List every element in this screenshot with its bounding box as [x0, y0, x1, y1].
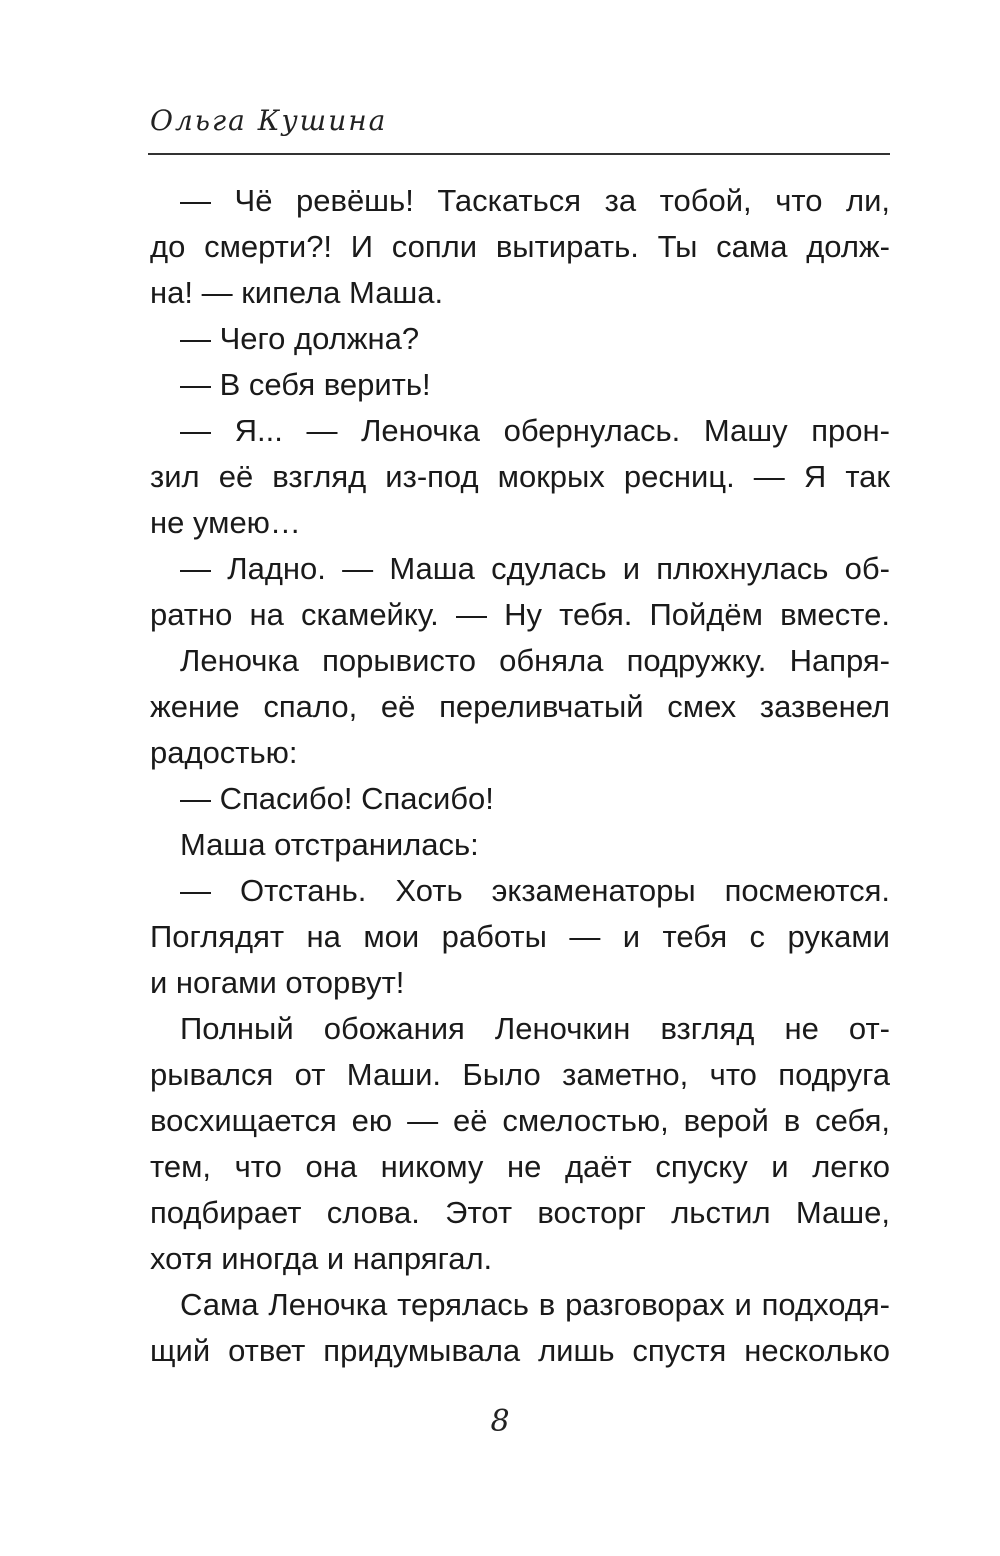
- text-line: жение спало, её переливчатый смех зазвенел: [150, 689, 890, 724]
- text-line: — Чё ревёшь! Таскаться за тобой, что ли,: [180, 183, 890, 218]
- text-line: ратно на скамейку. — Ну тебя. Пойдём вместе.: [150, 597, 890, 632]
- text-line: Поглядят на мои работы — и тебя с руками: [150, 919, 890, 954]
- text-line: зил её взгляд из-под мокрых ресниц. — Я так: [150, 459, 890, 494]
- text-line: — Чего должна?: [180, 321, 420, 356]
- text-line: Полный обожания Леночкин взгляд не от-: [180, 1011, 890, 1046]
- text-line: восхищается ею — её смелостью, верой в себя,: [150, 1103, 890, 1138]
- text-line: Леночка порывисто обняла подружку. Напря-: [180, 643, 890, 678]
- text-line: — Спасибо! Спасибо!: [180, 781, 494, 816]
- page-body: [150, 178, 890, 1374]
- text-line: Сама Леночка терялась в разговорах и подходя-: [180, 1287, 890, 1322]
- text-line: тем, что она никому не даёт спуску и легко: [150, 1149, 890, 1184]
- text-line: — В себя верить!: [180, 367, 431, 402]
- text-line: на! — кипела Маша.: [150, 275, 444, 310]
- text-line: Маша отстранилась:: [180, 827, 479, 862]
- text-line: рывался от Маши. Было заметно, что подруга: [150, 1057, 890, 1092]
- text-line: — Я... — Леночка обернулась. Машу прон-: [180, 413, 890, 448]
- text-line: и ногами оторвут!: [150, 965, 405, 1000]
- text-line: до смерти?! И сопли вытирать. Ты сама долж-: [150, 229, 890, 264]
- header-rule: [148, 153, 890, 155]
- text-line: не умею…: [150, 505, 301, 540]
- text-line: — Отстань. Хоть экзаменаторы посмеются.: [180, 873, 890, 908]
- text-line: хотя иногда и напрягал.: [150, 1241, 493, 1276]
- text-line: щий ответ придумывала лишь спустя несколько: [150, 1333, 890, 1368]
- text-line: — Ладно. — Маша сдулась и плюхнулась об-: [180, 551, 890, 586]
- text-line: радостью:: [150, 735, 298, 770]
- text-line: подбирает слова. Этот восторг льстил Маше,: [150, 1195, 890, 1230]
- running-head-author: Ольга Кушина: [150, 104, 388, 137]
- page-number: 8: [490, 1404, 510, 1439]
